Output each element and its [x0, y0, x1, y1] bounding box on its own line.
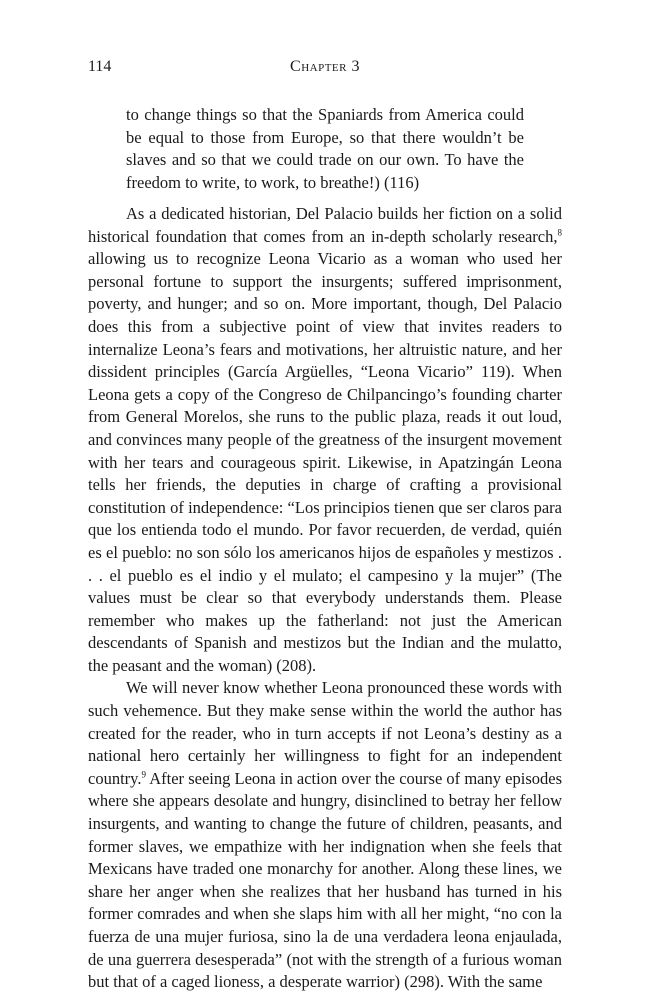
paragraph-text: As a dedicated historian, Del Palacio builds her fiction on a solid historical foundation that comes from an in-depth scholarly research, [88, 204, 562, 246]
page-number: 114 [88, 58, 112, 75]
footnote-marker: 8 [557, 227, 562, 238]
page-header [88, 58, 562, 82]
footnote-marker: 9 [141, 769, 146, 780]
paragraph-text: After seeing Leona in action over the course of many episodes where she appears desolate and hungry, disinclined to betray her fellow insurgents, and wanting to change the future of children, peasants, and former slaves, we empathize with her indignation when she feels that Mexicans have traded one monarchy for another. Along these lines, we share her anger when she realizes that her husband has turned in his former comrades and when she slaps him with all her might, “no con la fuerza de una mujer furiosa, sino la de una verdadera leona enjaulada, de una guerrera desesperada” (not with the strength of a furious woman but that of a caged lioness, a desperate warrior) (298). With the same [88, 768, 562, 992]
paragraph-text: We will never know whether Leona pronounced these words with such vehemence. But they make sense within the world the author has created for the reader, who in turn accepts if not Leona’s destiny as a national hero certainly her willingness to fight for an independent country. [88, 678, 562, 788]
body-text [88, 203, 562, 994]
quotation-text: to change things so that the Spaniards from America could be equal to those from Europe, so that there wouldn’t be slaves and so that we could trade on our own. To have the freedom to write, to work, to breathe!) (116) [126, 105, 524, 192]
block-quotation [126, 104, 524, 194]
paragraph [88, 203, 562, 677]
paragraph-text: allowing us to recognize Leona Vicario as a woman who used her personal fortune to support the insurgents; suffered imprisonment, poverty, and hunger; and so on. More important, though, Del Palacio does this from a subjective point of view that invites readers to internalize Leona’s fears and motivations, her altruistic nature, and her dissident principles (García Argüelles, “Leona Vicario” 119). When Leona gets a copy of the Congreso de Chilpancingo’s founding charter from General Morelos, she runs to the public plaza, reads it out loud, and convinces many people of the greatness of the insurgent movement with her tears and courageous spirit. Likewise, in Apatzingán Leona tells her friends, the deputies in charge of crafting a provisional constitution of independence: “Los principios tienen que ser claros para que los entienda todo el mundo. Por favor recuerden, de verdad, quién es el pueblo: no son sólo los americanos hijos de españoles y mestizos . . . el pueblo es el indio y el mulato; el campesino y la mujer” (The values must be clear so that everybody understands them. Please remember who makes up the fatherland: not just the American descendants of Spanish and mestizos but the Indian and the mulatto, the peasant and the woman) (208). [88, 249, 562, 675]
running-head: Chapter 3 [290, 58, 360, 75]
paragraph [88, 677, 562, 993]
